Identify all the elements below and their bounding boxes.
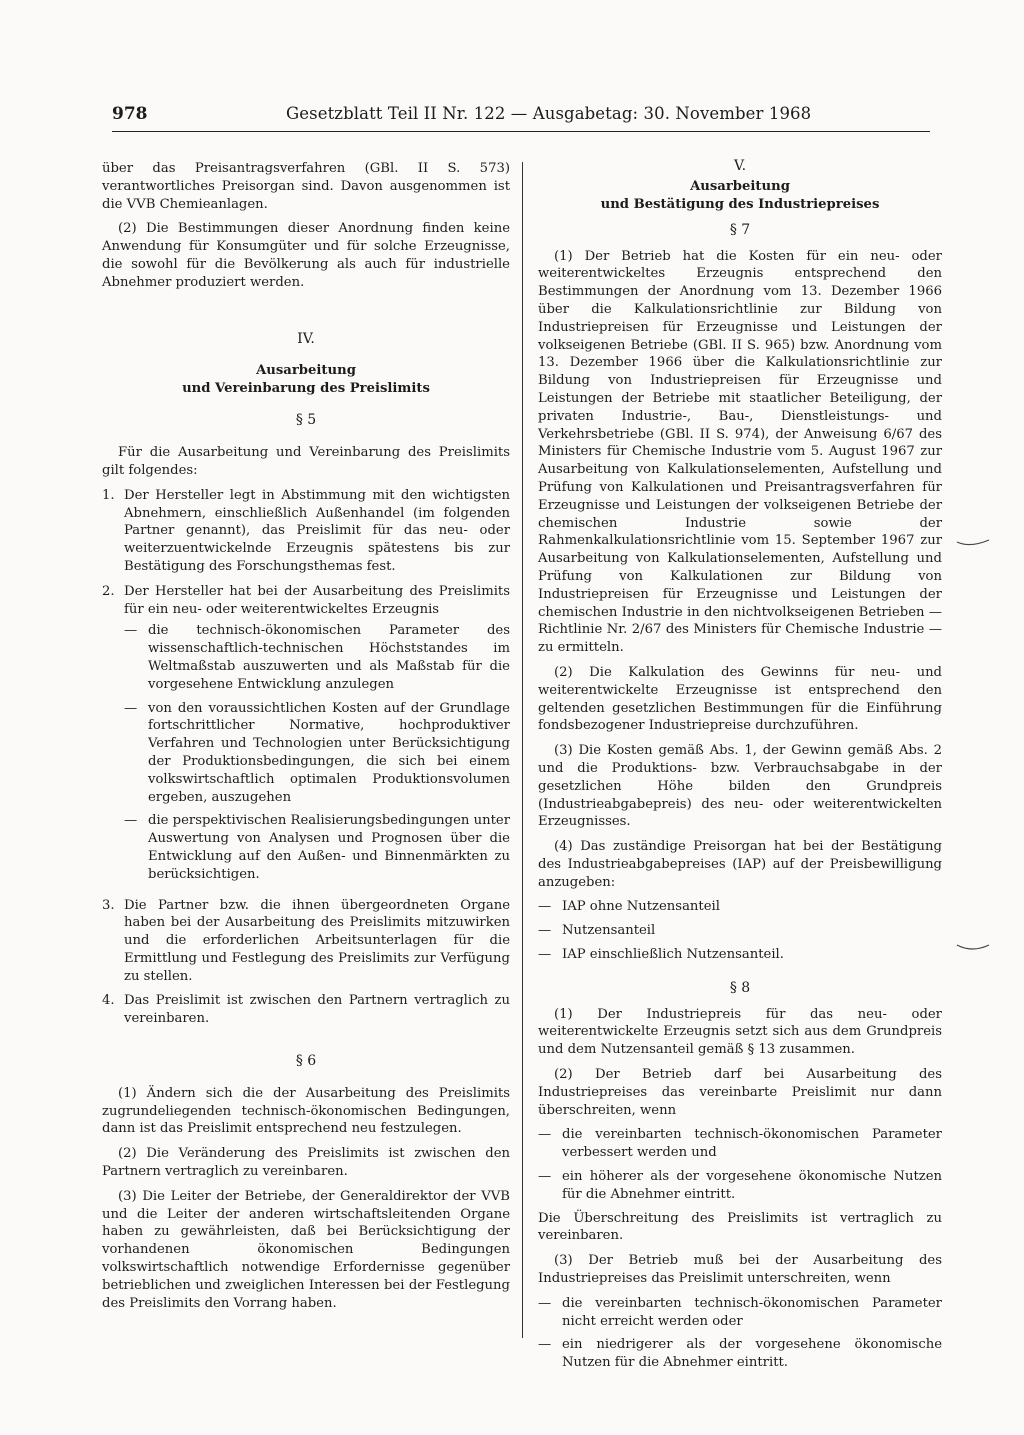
- section-title: [538, 178, 942, 214]
- list-number: 1.: [102, 487, 115, 503]
- dash-bullet: —: [124, 813, 138, 829]
- right-column: [538, 158, 942, 1378]
- paragraph: (2) Die Bestimmungen dieser Anordnung finden keine Anwendung für Konsumgüter und für solche Erzeugnisse, die sowohl für die Bevölkerung als auch für industrielle Abnehmer produziert werden.: [102, 221, 510, 290]
- paragraph: (2) Der Betrieb darf bei Ausarbeitung des Industriepreises das vereinbarte Preislimit nur dann überschreiten, wenn: [538, 1067, 942, 1118]
- page-number: 978: [112, 104, 148, 124]
- dash-text: IAP einschließlich Nutzensanteil.: [562, 947, 784, 963]
- paragraph-heading: § 8: [729, 979, 751, 996]
- dash-item: [124, 622, 510, 693]
- dash-item: [538, 898, 942, 916]
- margin-mark: [956, 538, 990, 548]
- dash-text: die vereinbarten technisch-ökonomischen Parameter nicht erreicht werden oder: [562, 1295, 942, 1329]
- list-text: Das Preislimit ist zwischen den Partnern vertraglich zu vereinbaren.: [124, 993, 510, 1027]
- paragraph: (3) Die Kosten gemäß Abs. 1, der Gewinn gemäß Abs. 2 und die Produktions- bzw. Verbrauchsabgabe in der gesetzlichen Höhe bilden den Grundpreis (Industrieabgabepreis) des neu- oder weiterentwickelten Erzeugnisses.: [538, 743, 942, 830]
- section-number: IV.: [297, 330, 315, 347]
- header-title: Gesetzblatt Teil II Nr. 122 — Ausgabetag: 30. November 1968: [286, 104, 812, 123]
- dash-item: [538, 922, 942, 940]
- paragraph: (4) Das zuständige Preisorgan hat bei der Bestätigung des Industrieabgabepreises (IAP) auf der Preisbewilligung anzugeben:: [538, 839, 942, 890]
- section-number: V.: [733, 158, 747, 174]
- paragraph-heading: § 5: [295, 412, 317, 429]
- dash-bullet: —: [538, 1169, 552, 1185]
- list-item: [102, 992, 510, 1028]
- list-item: [102, 583, 510, 890]
- list-text: Die Partner bzw. die ihnen übergeordneten Organe haben bei der Ausarbeitung des Preislimits mitzuwirken und die erforderlichen Arbeitsunterlagen für die Ermittlung und Festlegung des Preislimits zur Verfügung zu stellen.: [124, 897, 510, 984]
- dash-item: [538, 1295, 942, 1331]
- paragraph: (2) Die Veränderung des Preislimits ist zwischen den Partnern vertraglich zu vereinbaren.: [102, 1146, 510, 1180]
- section-title-line: Ausarbeitung: [690, 178, 790, 194]
- dash-text: IAP ohne Nutzensanteil: [562, 899, 720, 915]
- dash-item: [538, 1126, 942, 1162]
- dash-bullet: —: [538, 1337, 552, 1353]
- paragraph: (1) Der Betrieb hat die Kosten für ein neu- oder weiterentwickeltes Erzeugnis entsprechend den Bestimmungen der Anordnung vom 13. Dezember 1966 über die Kalkulationsrichtlinie zur Bildung von Industriepreisen für Erzeugnisse und Leistungen der volkseigenen Betriebe (GBl. II S. 965) bzw. Anordnung vom 13. Dezember 1966 über die Kalkulationsrichtlinie zur Bildung von Industriepreisen für Erzeugnisse und Leistungen der Betriebe mit staatlicher Beteiligung, der privaten Industrie-, Bau-, Dienstleistungs- und Verkehrsbetriebe (GBl. II S. 974), der Anweisung 6/67 des Ministers für Chemische Industrie vom 5. August 1967 zur Ausarbeitung von Kalkulationselementen, Aufstellung und Prüfung von Kalkulationen und Preisantragsverfahren für Erzeugnisse und Leistungen der volkseigenen Betriebe der chemischen Industrie sowie der Rahmenkalkulationsrichtlinie vom 15. September 1967 zur Ausarbeitung von Kalkulationselementen, Aufstellung und Prüfung von Kalkulationen zur Bildung von Industriepreisen für Erzeugnisse und Leistungen der chemischen Industrie in den nichtvolkseigenen Betrieben — Richtlinie Nr. 2/67 des Ministers für Chemische Industrie — zu ermitteln.: [538, 248, 942, 656]
- dash-item: [538, 1336, 942, 1372]
- list-item: [102, 897, 510, 986]
- dash-text: Nutzensanteil: [562, 923, 656, 939]
- section-title-line: und Bestätigung des Industriepreises: [600, 196, 880, 212]
- dash-item: [124, 700, 510, 807]
- list-number: 4.: [102, 993, 115, 1009]
- dash-text: die vereinbarten technisch-ökonomischen Parameter verbessert werden und: [562, 1127, 942, 1161]
- dash-text: die technisch-ökonomischen Parameter des wissenschaftlich-technischen Höchststandes im Weltmaßstab auszuwerten und als Maßstab für die vorgesehene Entwicklung anzulegen: [148, 623, 510, 692]
- paragraph: (1) Der Industriepreis für das neu- oder weiterentwickelte Erzeugnis setzt sich aus dem Grundpreis und dem Nutzensanteil gemäß § 13 zusammen.: [538, 1006, 942, 1058]
- dash-item: [124, 812, 510, 883]
- page-header: [112, 100, 932, 128]
- dash-bullet: —: [538, 947, 552, 963]
- paragraph: (1) Ändern sich die der Ausarbeitung des Preislimits zugrundeliegenden technisch-ökonomischen Bedingungen, dann ist das Preislimit entsprechend neu festzulegen.: [102, 1085, 510, 1137]
- paragraph: Die Überschreitung des Preislimits ist vertraglich zu vereinbaren.: [538, 1210, 942, 1244]
- dash-text: ein höherer als der vorgesehene ökonomische Nutzen für die Abnehmer eintritt.: [562, 1169, 942, 1202]
- dash-bullet: —: [124, 623, 138, 639]
- dash-item: [538, 1168, 942, 1204]
- list-item: [102, 487, 510, 576]
- column-divider: [522, 162, 523, 1338]
- dash-bullet: —: [538, 899, 552, 915]
- dash-text: die perspektivischen Realisierungsbedingungen unter Auswertung von Analysen und Prognosen über die Entwicklung auf den Außen- und Binnenmärkten zu berücksichtigen.: [148, 813, 511, 882]
- dash-item: [538, 946, 942, 964]
- dash-text: ein niedrigerer als der vorgesehene ökonomische Nutzen für die Abnehmer eintritt.: [562, 1337, 942, 1371]
- list-text: Der Hersteller hat bei der Ausarbeitung des Preislimits für ein neu- oder weiterentwickeltes Erzeugnis: [124, 583, 510, 617]
- paragraph: (3) Der Betrieb muß bei der Ausarbeitung des Industriepreises das Preislimit unterschreiten, wenn: [538, 1253, 942, 1287]
- header-rule: [112, 131, 930, 132]
- dash-list: [124, 622, 510, 883]
- left-column: [102, 160, 510, 1319]
- list-text: Der Hersteller legt in Abstimmung mit den wichtigsten Abnehmern, einschließlich Außenhandel (im folgenden Partner genannt), das Preislimit für das neu- oder weiterzuentwickelnde Erzeugnis spätestens bis zur Bestätigung des Forschungsthemas fest.: [124, 487, 510, 574]
- list-number: 2.: [102, 583, 115, 599]
- dash-bullet: —: [124, 700, 138, 716]
- section-title-line: und Vereinbarung des Preislimits: [182, 381, 430, 397]
- list-number: 3.: [102, 897, 115, 913]
- dash-text: von den voraussichtlichen Kosten auf der Grundlage fortschrittlicher Normative, hochproduktiver Verfahren und Technologien unter Berücksichtigung der Produktionsbedingungen, die sich bei einem volkswirtschaftlich optimalen Produktionsvolumen ergeben, auszugehen: [148, 700, 510, 805]
- section-title: [102, 362, 510, 398]
- paragraph-heading: § 6: [295, 1053, 317, 1070]
- margin-mark: [956, 942, 990, 952]
- dash-bullet: —: [538, 1295, 552, 1311]
- paragraph: (2) Die Kalkulation des Gewinns für neu- und weiterentwickelte Erzeugnisse ist entsprechend den geltenden gesetzlichen Bestimmungen für die Einführung fondsbezogener Industriepreise durchzuführen.: [538, 664, 942, 734]
- paragraph: Für die Ausarbeitung und Vereinbarung des Preislimits gilt folgendes:: [102, 445, 510, 478]
- paragraph-heading: § 7: [729, 221, 751, 238]
- dash-bullet: —: [538, 1127, 552, 1143]
- dash-bullet: —: [538, 923, 552, 939]
- paragraph: über das Preisantragsverfahren (GBl. II S. 573) verantwortliches Preisorgan sind. Davon ausgenommen ist die VVB Chemieanlagen.: [102, 161, 510, 212]
- section-title-line: Ausarbeitung: [256, 363, 356, 379]
- paragraph: (3) Die Leiter der Betriebe, der Generaldirektor der VVB und die Leiter der anderen wirtschaftsleitenden Organe haben zu gewährleisten, daß bei Berücksichtigung der vorhandenen ökonomischen Bedingungen volkswirtschaftlich notwendige Erfordernisse gegenüber betrieblichen und zweiglichen Interessen bei der Festlegung des Preislimits den Vorrang haben.: [102, 1188, 510, 1311]
